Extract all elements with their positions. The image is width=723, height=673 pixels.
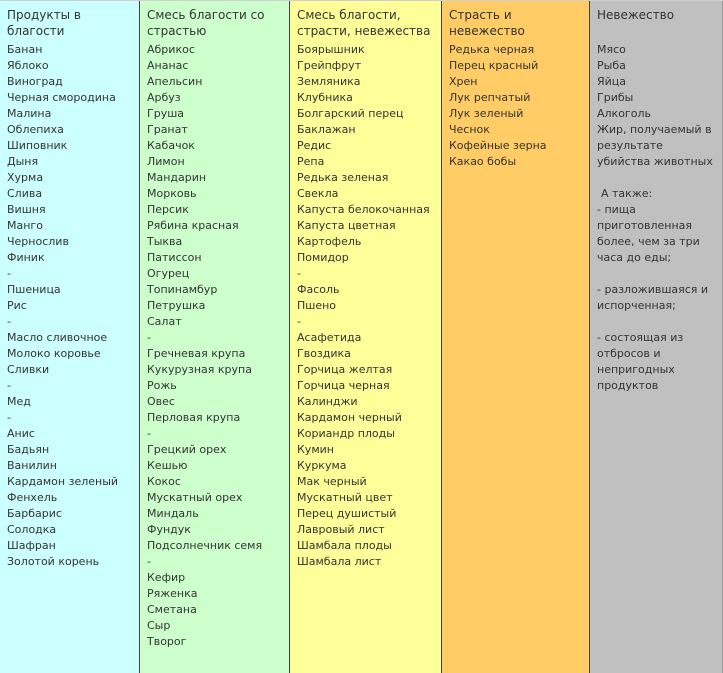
list-item: Боярышник [297, 43, 365, 56]
list-item: - [147, 331, 151, 344]
list-item: Морковь [147, 187, 197, 200]
list-item: Грейпфрут [297, 59, 362, 72]
list-item: Апельсин [147, 75, 203, 88]
note-fat: Жир, получаемый в результате убийства животных [597, 123, 713, 168]
note-spacer [597, 314, 716, 330]
list-item: Гранат [147, 123, 188, 136]
list-item: Финик [7, 251, 45, 264]
list-item: Рябина красная [147, 219, 239, 232]
list-item: Барбарис [7, 507, 62, 520]
note-also-heading: А также: [601, 187, 653, 200]
column-ignorance [590, 1, 723, 673]
list-item: Земляника [297, 75, 361, 88]
list-item: Рис [7, 299, 27, 312]
list-item: Кукурузная крупа [147, 363, 252, 376]
list-item: Манго [7, 219, 43, 232]
list-item: Кабачок [147, 139, 195, 152]
item-list [597, 42, 716, 122]
list-item: Петрушка [147, 299, 206, 312]
list-item: Лимон [147, 155, 185, 168]
list-item: Топинамбур [147, 283, 218, 296]
list-item: Слива [7, 187, 43, 200]
note-item-1: - пища приготовленная более, чем за три часа до еды; [597, 203, 700, 264]
list-item: Фенхель [7, 491, 58, 504]
list-item: Солодка [7, 523, 57, 536]
list-item: - [7, 315, 11, 328]
list-item: Редька зеленая [297, 171, 389, 184]
list-item: Тыква [147, 235, 183, 248]
list-item: Хрен [449, 75, 478, 88]
list-item: Баклажан [297, 123, 356, 136]
list-item: - [297, 267, 301, 280]
list-item: Бадьян [7, 443, 50, 456]
list-item: Кешью [147, 459, 188, 472]
list-item: Куркума [297, 459, 347, 472]
list-item: Болгарский перец [297, 107, 404, 120]
column-goodness-passion [140, 1, 290, 673]
list-item: Лавровый лист [297, 523, 385, 536]
list-item: Репа [297, 155, 325, 168]
list-item: Кардамон черный [297, 411, 402, 424]
list-item: Мандарин [147, 171, 207, 184]
list-item: Золотой корень [7, 555, 100, 568]
list-item: Кориандр плоды [297, 427, 395, 440]
list-item: Калинджи [297, 395, 358, 408]
column-header: Страсть и невежество [449, 8, 525, 38]
list-item: Гвоздика [297, 347, 351, 360]
list-item: Шамбала плоды [297, 539, 392, 552]
list-item: Виноград [7, 75, 63, 88]
list-item: - [7, 411, 11, 424]
list-item: Черная смородина [7, 91, 116, 104]
list-item: Перец душистый [297, 507, 397, 520]
list-item: Салат [147, 315, 182, 328]
list-item: Рыба [597, 59, 626, 72]
column-header: Продукты в благости [7, 8, 81, 38]
list-item: Вишня [7, 203, 46, 216]
list-item: Капуста цветная [297, 219, 396, 232]
list-item: Кефир [147, 571, 186, 584]
list-item: Овес [147, 395, 175, 408]
list-item: - [7, 267, 11, 280]
list-item: Лук репчатый [449, 91, 531, 104]
list-item: Чеснок [449, 123, 490, 136]
list-item: Кофейные зерна [449, 139, 547, 152]
list-item: Ананас [147, 59, 189, 72]
column-header: Смесь благости со страстью [147, 8, 265, 38]
list-item: Ванилин [7, 459, 57, 472]
column-header: Невежество [597, 8, 675, 22]
list-item: Сливки [7, 363, 50, 376]
list-item: Горчица желтая [297, 363, 393, 376]
list-item: Алкоголь [597, 107, 651, 120]
list-item: - [147, 555, 151, 568]
list-item: Абрикос [147, 43, 195, 56]
list-item: Молоко коровье [7, 347, 101, 360]
list-item: Анис [7, 427, 35, 440]
list-item: Яблоко [7, 59, 49, 72]
list-item: Подсолнечник семя [147, 539, 263, 552]
list-item: Клубника [297, 91, 353, 104]
list-item: Перец красный [449, 59, 539, 72]
list-item: Дыня [7, 155, 39, 168]
list-item: Чернослив [7, 235, 69, 248]
list-item: - [7, 379, 11, 392]
list-item: Фасоль [297, 283, 340, 296]
list-item: Свекла [297, 187, 339, 200]
column-passion-ignorance [442, 1, 590, 673]
note-spacer [597, 266, 716, 282]
item-list [449, 42, 583, 170]
list-item: Помидор [297, 251, 349, 264]
column-header: Смесь благости, страсти, невежества [297, 8, 431, 38]
list-item: Шамбала лист [297, 555, 382, 568]
list-item: Пшеница [7, 283, 61, 296]
list-item: Кокос [147, 475, 181, 488]
item-list [297, 42, 435, 570]
list-item: Кумин [297, 443, 334, 456]
list-item: Шиповник [7, 139, 68, 152]
list-item: Сыр [147, 619, 171, 632]
list-item: Грибы [597, 91, 634, 104]
list-item: Перловая крупа [147, 411, 241, 424]
list-item: Мясо [597, 43, 626, 56]
list-item: Мед [7, 395, 31, 408]
note-item-3: - состоящая из отбросов и непригодных продуктов [597, 331, 684, 392]
list-item: Шафран [7, 539, 56, 552]
list-item: Сметана [147, 603, 197, 616]
list-item: Гречневая крупа [147, 347, 246, 360]
list-item: Рожь [147, 379, 177, 392]
list-item: - [297, 315, 301, 328]
list-item: Творог [147, 635, 187, 648]
list-item: Какао бобы [449, 155, 517, 168]
column-goodness [0, 1, 140, 673]
list-item: Мускатный орех [147, 491, 243, 504]
list-item: Миндаль [147, 507, 199, 520]
list-item: Огурец [147, 267, 190, 280]
list-item: Мак черный [297, 475, 367, 488]
column-mixed [290, 1, 442, 673]
list-item: Груша [147, 107, 185, 120]
item-list [7, 42, 133, 570]
list-item: Капуста белокочанная [297, 203, 430, 216]
list-item: Грецкий орех [147, 443, 227, 456]
list-item: Картофель [297, 235, 362, 248]
list-item: Горчица черная [297, 379, 390, 392]
list-item: Яйца [597, 75, 627, 88]
list-item: Кардамон зеленый [7, 475, 119, 488]
list-item: Ряженка [147, 587, 198, 600]
list-item: Пшено [297, 299, 337, 312]
list-item: Редька черная [449, 43, 535, 56]
list-item: Арбуз [147, 91, 181, 104]
list-item: Банан [7, 43, 43, 56]
list-item: - [147, 427, 151, 440]
list-item: Хурма [7, 171, 44, 184]
list-item: Масло сливочное [7, 331, 108, 344]
list-item: Малина [7, 107, 52, 120]
list-item: Персик [147, 203, 189, 216]
list-item: Лук зеленый [449, 107, 524, 120]
list-item: Патиссон [147, 251, 202, 264]
item-list [147, 42, 283, 650]
list-item: Редис [297, 139, 332, 152]
list-item: Мускатный цвет [297, 491, 393, 504]
list-item: Облепиха [7, 123, 64, 136]
list-item: Фундук [147, 523, 191, 536]
note-item-2: - разложившаяся и испорченная; [597, 283, 709, 312]
list-item: Асафетида [297, 331, 362, 344]
note-spacer [597, 170, 716, 186]
